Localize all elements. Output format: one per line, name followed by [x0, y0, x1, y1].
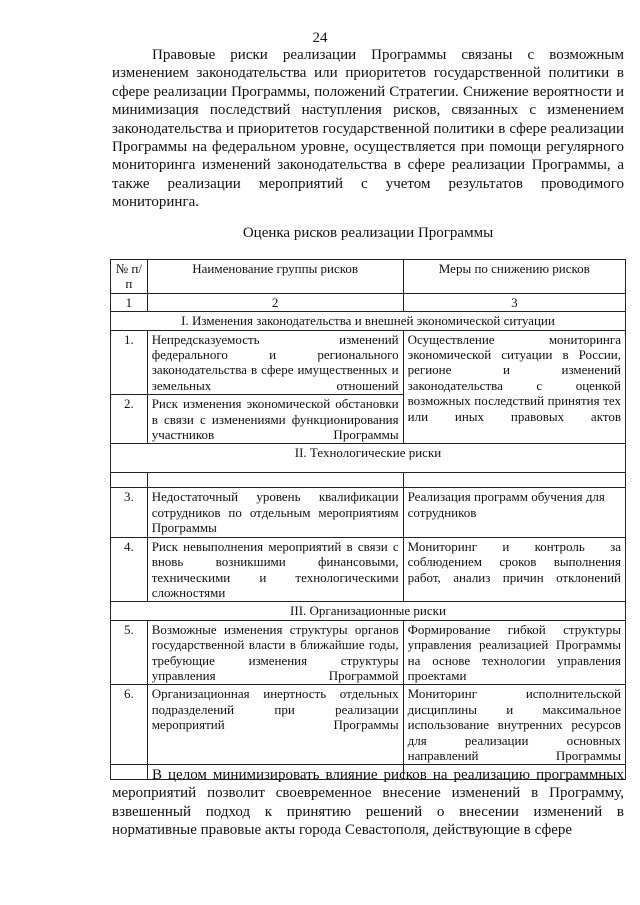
header-group: Наименование группы рисков	[147, 260, 403, 294]
row-number: 6.	[111, 685, 148, 765]
risk-group-cell: Недостаточный уровень квалификации сотрудников по отдельным мероприятиям Программы	[147, 488, 403, 537]
spacer-row	[111, 473, 626, 488]
row-number: 4.	[111, 537, 148, 602]
column-number-row	[111, 293, 626, 311]
section-title: II. Технологические риски	[111, 444, 626, 473]
measures-cell: Мониторинг исполнительской дисциплины и максимальное использование внутренних ресурсов для реализации основных направлений Программы	[403, 685, 625, 765]
risk-assessment-table	[110, 259, 626, 780]
table-row	[111, 620, 626, 685]
measures-cell: Реализация программ обучения для сотрудников	[403, 488, 625, 537]
row-number: 1.	[111, 330, 148, 395]
risk-group-cell: Возможные изменения структуры органов государственной власти в ближайшие годы, требующие изменения структуры управления Программой	[147, 620, 403, 685]
measures-cell: Осуществление мониторинга экономической ситуации в России, регионе и изменений законодательства с оценкой возможных последствий принятия тех или иных правовых актов	[403, 330, 625, 444]
row-number: 2.	[111, 395, 148, 444]
risk-group-cell: Непредсказуемость изменений федерального и регионального законодательства в сфере имущественных и земельных отношений	[147, 330, 403, 395]
row-number: 5.	[111, 620, 148, 685]
column-number: 2	[147, 293, 403, 311]
page-number: 24	[312, 30, 328, 46]
table-row	[111, 488, 626, 537]
header-num: № п/п	[111, 260, 148, 294]
row-number: 3.	[111, 488, 148, 537]
table-row	[111, 685, 626, 765]
measures-cell: Мониторинг и контроль за соблюдением сроков выполнения работ, анализ причин отклонений	[403, 537, 625, 602]
table-header-row	[111, 260, 626, 294]
risk-group-cell: Организационная инертность отдельных подразделений при реализации мероприятий Программы	[147, 685, 403, 765]
section-row	[111, 312, 626, 330]
header-measures: Меры по снижению рисков	[403, 260, 625, 294]
column-number: 3	[403, 293, 625, 311]
section-row	[111, 602, 626, 620]
column-number: 1	[111, 293, 148, 311]
outro-paragraph: В целом минимизировать влияние рисков на реализацию программных мероприятий позволит своевременное внесение изменений в Программу, взвешенный подход к принятию решений о внесении изменений в нормативные правовые акты города Севастополя, действующие в сфере	[112, 767, 624, 839]
risk-group-cell: Риск невыполнения мероприятий в связи с вновь возникшими финансовыми, техническими и технологическими сложностями	[147, 537, 403, 602]
section-row	[111, 444, 626, 473]
table-row	[111, 537, 626, 602]
intro-paragraph: Правовые риски реализации Программы связаны с возможным изменением законодательства или приоритетов государственной политики в сфере реализации Программы, положений Стратегии. Снижение вероятности и минимизация последствий наступления рисков, связанных с изменением законодательства и приоритетов государственной политики в сфере реализации Программы на федеральном уровне, осуществляется при помощи регулярного мониторинга изменений законодательства в сфере реализации Программы, а также реализации мероприятий с учетом результатов проводимого мониторинга.	[112, 47, 624, 211]
measures-cell: Формирование гибкой структуры управления реализацией Программы на основе технологии управления проектами	[403, 620, 625, 685]
section-title: III. Организационные риски	[111, 602, 626, 620]
section-title: I. Изменения законодательства и внешней экономической ситуации	[111, 312, 626, 330]
table-title: Оценка рисков реализации Программы	[242, 225, 494, 241]
risk-group-cell: Риск изменения экономической обстановки в связи с изменениями функционирования участников Программы	[147, 395, 403, 444]
table-row	[111, 330, 626, 395]
